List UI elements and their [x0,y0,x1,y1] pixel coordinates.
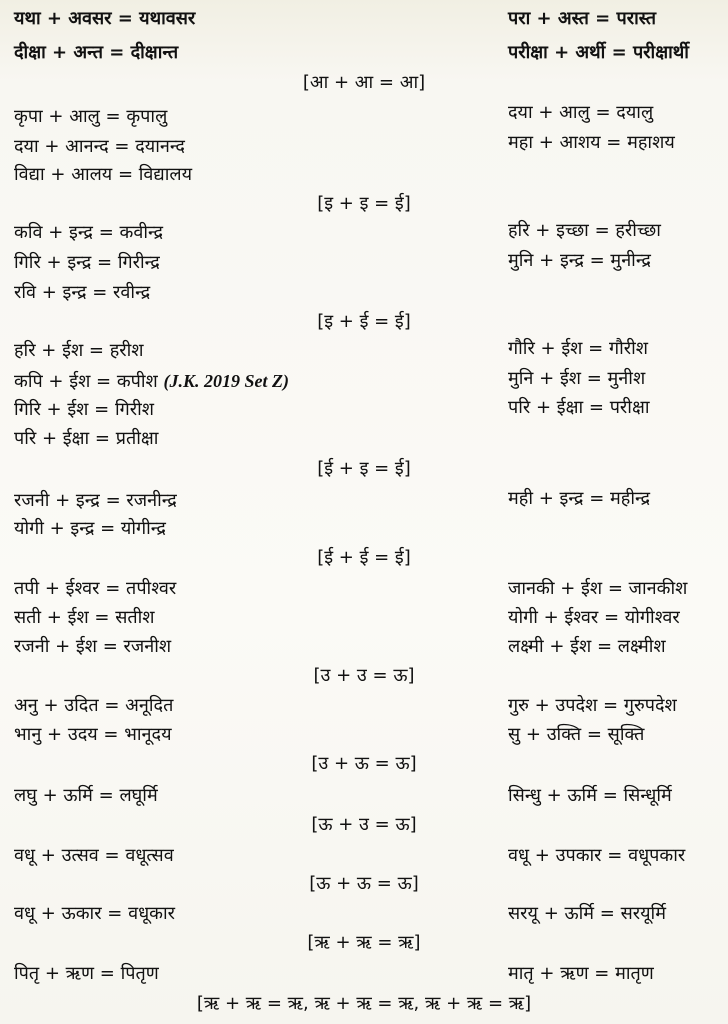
section-heading: [ई + ई = ई] [317,547,411,568]
rule-line: अनु + उदित = अनूदित [14,695,174,716]
rule-line: दया + आनन्द = दयानन्द [14,136,185,157]
section-heading: [उ + ऊ = ऊ] [311,753,417,774]
section-heading: [इ + ई = ई] [317,311,411,332]
rule-line: योगी + ईश्वर = योगीश्वर [508,607,680,628]
rule-line: मुनि + इन्द्र = मुनीन्द्र [508,250,651,271]
rule-line: कवि + इन्द्र = कवीन्द्र [14,222,164,243]
rule-line: मही + इन्द्र = महीन्द्र [508,488,651,509]
rule-line: कृपा + आलु = कृपालु [14,106,168,127]
section-heading: [ऋ + ऋ = ऋ, ऋ + ऋ = ऋ, ऋ + ऋ = ऋ] [196,993,532,1014]
rule-line: परीक्षा + अर्थी = परीक्षार्थी [508,42,689,63]
rule-line: महा + आशय = महाशय [508,132,675,153]
rule-line: दया + आलु = दयालु [508,102,654,123]
rule-line: परा + अस्त = परास्त [508,8,657,29]
rule-line: योगी + इन्द्र = योगीन्द्र [14,518,166,539]
rule-line: सु + उक्ति = सूक्ति [508,724,645,745]
rule-line: परि + ईक्षा = परीक्षा [508,397,650,418]
rule-text: कपि + ईश = कपीश [14,371,158,392]
rule-line: सिन्धु + ऊर्मि = सिन्धूर्मि [508,785,672,806]
exam-reference: (J.K. 2019 Set Z) [163,371,290,391]
rule-line: रजनी + ईश = रजनीश [14,636,172,657]
section-heading: [उ + उ = ऊ] [313,665,415,686]
rule-line: गिरि + इन्द्र = गिरीन्द्र [14,252,160,273]
rule-line: मातृ + ऋण = मातृण [508,963,654,984]
rule-line: जानकी + ईश = जानकीश [508,578,688,599]
rule-line: गिरि + ईश = गिरीश [14,399,155,420]
section-heading: [ऊ + ऊ = ऊ] [309,873,419,894]
rule-line: परि + ईक्षा = प्रतीक्षा [14,428,159,449]
rule-line: पितृ + ऋण = पितृण [14,963,159,984]
rule-line: सती + ईश = सतीश [14,607,155,628]
rule-line: विद्या + आलय = विद्यालय [14,164,193,185]
rule-line: हरि + ईश = हरीश [14,340,144,361]
rule-line: सरयू + ऊर्मि = सरयूर्मि [508,903,666,924]
rule-line: यथा + अवसर = यथावसर [14,8,196,29]
rule-line: वधू + उत्सव = वधूत्सव [14,845,174,866]
section-heading: [ऋ + ऋ = ऋ] [307,932,421,953]
rule-line: वधू + ऊकार = वधूकार [14,903,176,924]
rule-line: गुरु + उपदेश = गुरुपदेश [508,695,677,716]
rule-line: गौरि + ईश = गौरीश [508,338,649,359]
rule-line: लघु + ऊर्मि = लघूर्मि [14,785,158,806]
rule-line: वधू + उपकार = वधूपकार [508,845,686,866]
section-heading: [ऊ + उ = ऊ] [311,814,417,835]
rule-line [14,370,289,393]
section-heading: [इ + इ = ई] [317,193,411,214]
rule-line: दीक्षा + अन्त = दीक्षान्त [14,42,179,63]
section-heading: [ई + इ = ई] [317,458,411,479]
rule-line: हरि + इच्छा = हरीच्छा [508,220,661,241]
section-heading: [आ + आ = आ] [302,72,426,93]
rule-line: तपी + ईश्वर = तपीश्वर [14,578,177,599]
rule-line: मुनि + ईश = मुनीश [508,368,646,389]
rule-line: रवि + इन्द्र = रवीन्द्र [14,282,151,303]
rule-line: रजनी + इन्द्र = रजनीन्द्र [14,490,177,511]
rule-line: लक्ष्मी + ईश = लक्ष्मीश [508,636,666,657]
rule-line: भानु + उदय = भानूदय [14,724,172,745]
